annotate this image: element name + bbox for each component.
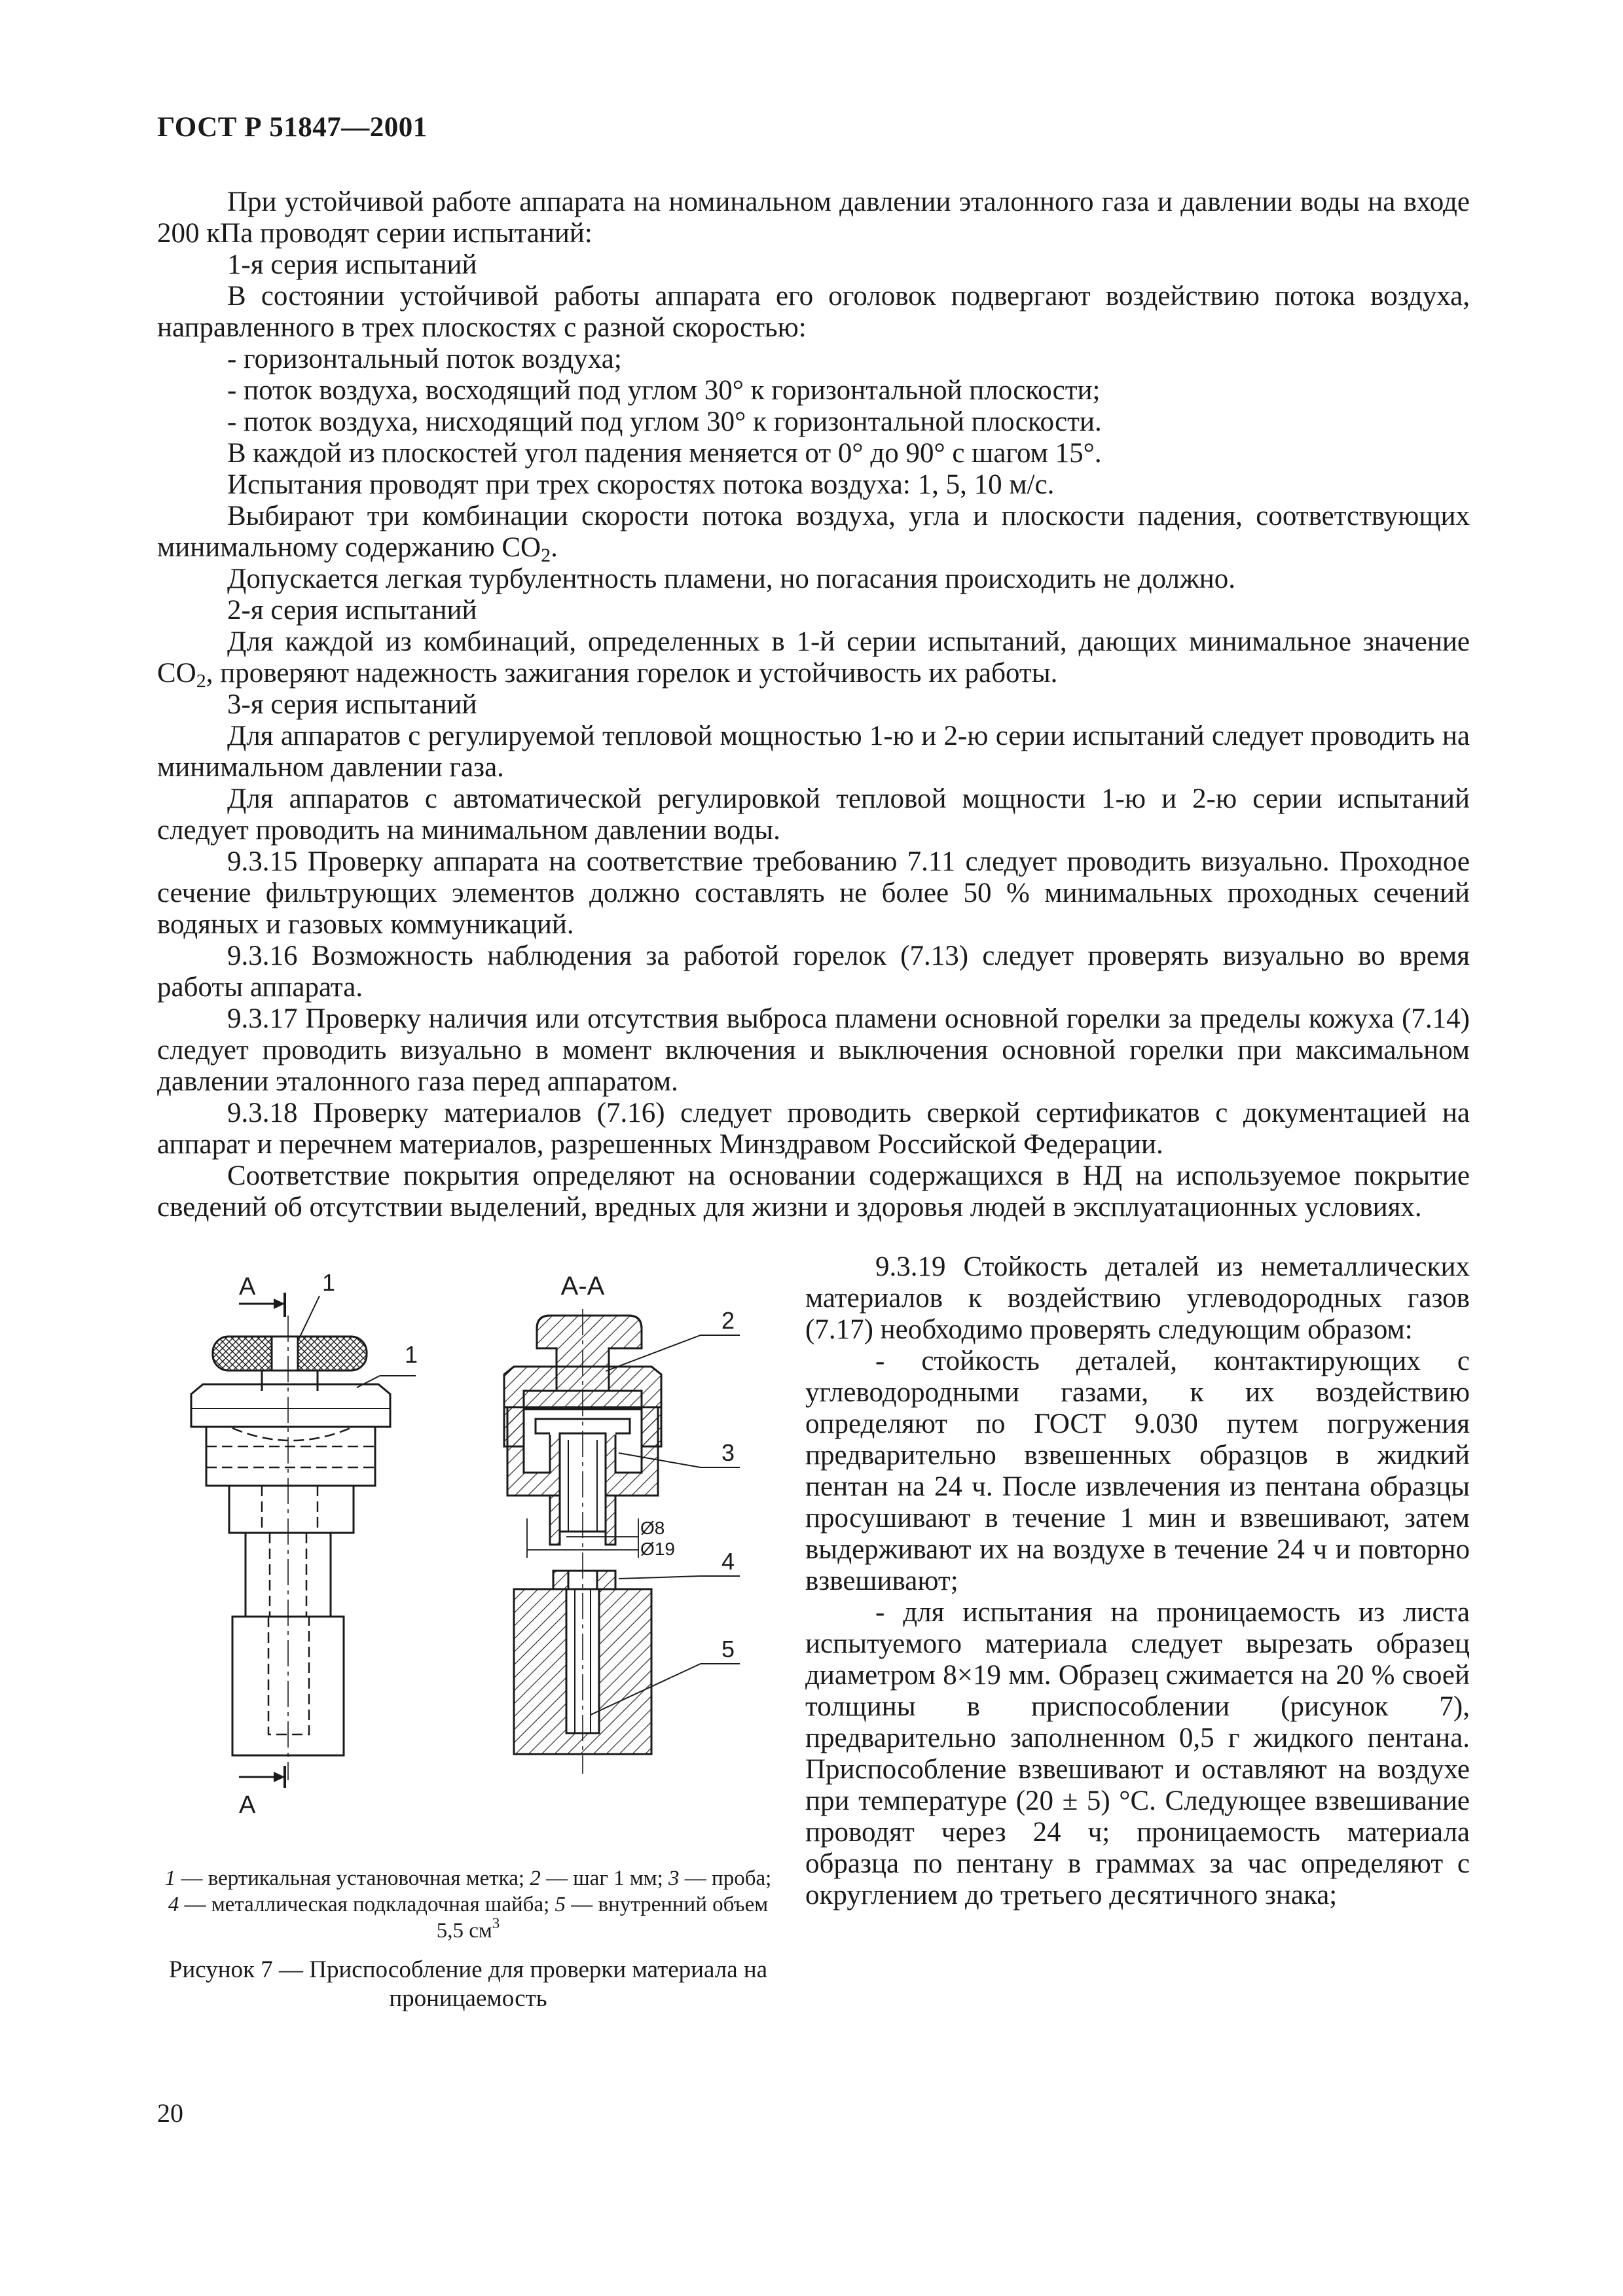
paragraph-tail: , проверяют надежность зажигания горелок и устойчивость их работы. xyxy=(206,658,1058,689)
paragraph: 9.3.17 Проверку наличия или отсутствия выброса пламени основной горелки за пределы кожуха (7.14) следует проводить визуально в момент включения и выключения основной горелки при максимальном давлении эталонного газа перед аппаратом. xyxy=(157,1003,1470,1097)
callout-3: 3 xyxy=(721,1439,735,1466)
legend-text: — вертикальная установочная метка; xyxy=(175,1867,530,1890)
external-view xyxy=(191,1269,418,1819)
paragraph: - горизонтальный поток воздуха; xyxy=(227,344,622,374)
standard-header: ГОСТ Р 51847—2001 xyxy=(157,112,428,143)
paragraph: - для испытания на проницаемость из листа испытуемого материала следует вырезать образец диаметром 8×19 мм. Образец сжимается на 20 % своей толщины в приспособлении (рисунок 7), предварительно заполненном 0,5 г жидкого пентана. Приспособление взвешивают и оставляют на воздухе при температуре (20 ± 5) °С. Следующее взвешивание проводят через 24 ч; проницаемость материала образца по пентану в граммах за час определяют с округлением до третьего десятичного знака; xyxy=(805,1597,1470,1910)
paragraph: В состоянии устойчивой работы аппарата его оголовок подвергают воздействию потока воздуха, направленного в трех плоскостях с разной скоростью: xyxy=(157,281,1470,343)
dimension-19: Ø19 xyxy=(640,1539,675,1559)
legend-number: 1 xyxy=(164,1867,176,1890)
superscript: 3 xyxy=(492,1914,500,1931)
paragraph: 1-я серия испытаний xyxy=(227,249,477,280)
paragraph-end: . xyxy=(551,532,558,563)
callout-2: 2 xyxy=(721,1307,735,1334)
paragraph xyxy=(157,626,1470,692)
paragraph: 3-я серия испытаний xyxy=(227,689,477,720)
paragraph: 9.3.19 Стойкость деталей из неметаллических материалов к воздействию углеводородных газов (7.17) необходимо проверять следующим образом: xyxy=(805,1251,1470,1345)
legend-text: — шаг 1 мм; xyxy=(540,1867,669,1890)
figure-7-drawing xyxy=(157,1257,779,1859)
paragraph xyxy=(157,501,1470,564)
callout-4: 4 xyxy=(721,1548,735,1575)
paragraph: - поток воздуха, нисходящий под углом 30° к горизонтальной плоскости. xyxy=(227,406,1102,437)
technical-drawing xyxy=(157,1257,779,1859)
paragraph-text: Для каждой из комбинаций, определенных в 1-й серии испытаний, дающих минимальное значение CO xyxy=(157,626,1470,689)
paragraph: В каждой из плоскостей угол падения меняется от 0° до 90° с шагом 15°. xyxy=(227,438,1102,469)
paragraph: - поток воздуха, восходящий под углом 30° к горизонтальной плоскости; xyxy=(227,375,1101,406)
legend-number: 5 xyxy=(555,1893,566,1916)
paragraph-text: Выбирают три комбинации скорости потока воздуха, угла и плоскости падения, соответствующих минимальному содержанию CO xyxy=(157,501,1470,563)
legend-text: — металлическая подкладочная шайба; xyxy=(179,1893,555,1916)
paragraph: 2-я серия испытаний xyxy=(227,595,477,626)
paragraph: 9.3.16 Возможность наблюдения за работой горелок (7.13) следует проверять визуально во время работы аппарата. xyxy=(157,941,1470,1003)
callout-1-right: 1 xyxy=(405,1341,418,1368)
page-number: 20 xyxy=(157,2098,183,2128)
paragraph: - стойкость деталей, контактирующих с углеводородными газами, к их воздействию определяют по ГОСТ 9.030 путем погружения предварительно взвешенных образцов в жидкий пентан на 24 ч. После извлечения из пентана образцы просушивают в течение 1 мин и взвешивают, затем выдерживают их на воздухе в течение 24 ч и повторно взвешивают; xyxy=(805,1346,1470,1596)
section-mark-bottom: А xyxy=(239,1791,256,1819)
paragraph: Для аппаратов с регулируемой тепловой мощностью 1-ю и 2-ю серии испытаний следует проводить на минимальном давлении газа. xyxy=(157,721,1470,783)
main-text xyxy=(157,187,1470,1223)
right-column-text xyxy=(805,1251,1470,1911)
subscript: 2 xyxy=(541,544,551,566)
section-mark-top: А xyxy=(239,1273,256,1300)
section-title: А-А xyxy=(560,1272,605,1300)
legend-number: 2 xyxy=(530,1867,541,1890)
legend-text: — внутренний объем 5,5 см xyxy=(436,1893,769,1943)
paragraph: При устойчивой работе аппарата на номинальном давлении эталонного газа и давлении воды на входе 200 кПа проводят серии испытаний: xyxy=(157,187,1470,249)
paragraph: Соответствие покрытия определяют на основании содержащихся в НД на используемое покрытие сведений об отсутствии выделений, вредных для жизни и здоровья людей в эксплуатационных условиях. xyxy=(157,1160,1470,1223)
section-view xyxy=(504,1272,740,1774)
paragraph: Допускается легкая турбулентность пламени, но погасания происходить не должно. xyxy=(227,564,1235,594)
paragraph: Испытания проводят при трех скоростях потока воздуха: 1, 5, 10 м/с. xyxy=(227,469,1055,500)
paragraph: Для аппаратов с автоматической регулировкой тепловой мощности 1-ю и 2-ю серии испытаний следует проводить на минимальном давлении воды. xyxy=(157,783,1470,846)
figure-caption: Рисунок 7 — Приспособление для проверки материала на проницаемость xyxy=(168,1956,768,2012)
callout-5: 5 xyxy=(721,1636,735,1662)
callout-1-top: 1 xyxy=(322,1269,336,1296)
subscript: 2 xyxy=(196,670,206,692)
legend-number: 4 xyxy=(168,1893,179,1916)
legend-text: — проба; xyxy=(679,1867,772,1890)
paragraph: 9.3.15 Проверку аппарата на соответствие требованию 7.11 следует проводить визуально. Проходное сечение фильтрующих элементов должно составлять не более 50 % минимальных проходных сечений водяных и газовых коммуникаций. xyxy=(157,846,1470,940)
paragraph: 9.3.18 Проверку материалов (7.16) следует проводить сверкой сертификатов с документацией на аппарат и перечнем материалов, разрешенных Минздравом Российской Федерации. xyxy=(157,1098,1470,1160)
figure-legend xyxy=(157,1865,779,1944)
legend-number: 3 xyxy=(668,1867,680,1890)
dimension-8: Ø8 xyxy=(640,1518,665,1538)
